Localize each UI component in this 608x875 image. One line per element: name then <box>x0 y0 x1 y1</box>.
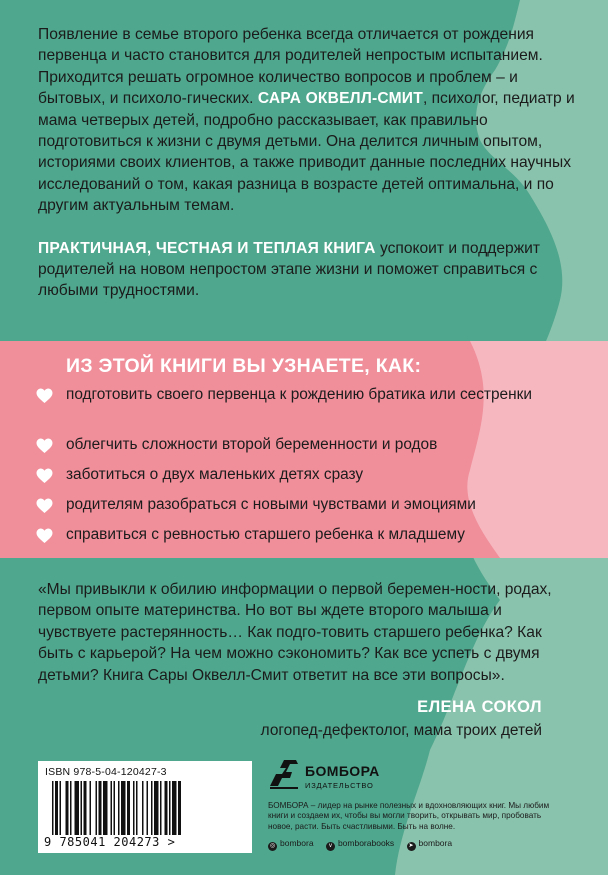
heart-icon <box>36 438 53 454</box>
barcode-box <box>38 761 252 853</box>
barcode-bar <box>103 781 108 835</box>
telegram-icon: ➤ <box>408 843 414 849</box>
publisher-subtitle: ИЗДАТЕЛЬСТВО <box>305 781 374 790</box>
heart-icon <box>36 498 53 514</box>
review-author-role: логопед-дефектолог, мама троих детей <box>260 722 542 739</box>
barcode-bar <box>75 781 80 835</box>
book-tagline: ПРАКТИЧНАЯ, ЧЕСТНАЯ И ТЕПЛАЯ КНИГА <box>38 239 376 257</box>
publisher-description: БОМБОРА – лидер на рынке полезных и вдохновляющих книг. Мы любим книги и создаем их, чтобы вы могли творить, открывать мир, пробовать новое, расти. Быть счастливыми. Быть на волне. <box>268 801 550 831</box>
list-item-text: облегчить сложности второй беременности и родов <box>66 436 438 453</box>
review-quote: «Мы привыкли к обилию информации о первой беремен-ности, родах, первом опыте материнства. Но вот вы ждете второго малыша и чувствуете растерянность… Как подго-товить старшего ребенка? Как быть с карьерой? На чем можно сэкономить? Как все успеть с двумя детьми? Книга Сары Оквелл-Смит ответит на все эти вопросы». <box>38 581 552 684</box>
social-link-telegram[interactable]: ➤ bombora <box>408 838 453 849</box>
description-paragraph-2: ПРАКТИЧНАЯ, ЧЕСТНАЯ И ТЕПЛАЯ КНИГА успокоит и поддержит родителей на новом непростом этапе жизни и поможет справиться с любыми трудностями. <box>38 239 541 300</box>
heart-icon <box>36 468 53 484</box>
publisher-logo-icon <box>268 756 300 790</box>
barcode-bar <box>147 781 149 835</box>
barcode-bar <box>81 781 83 835</box>
barcode-bar <box>154 781 159 835</box>
barcode-bar <box>142 781 144 835</box>
barcode-bar <box>66 781 69 835</box>
description-block <box>38 24 578 323</box>
social-link-instagram[interactable]: ◎ bombora <box>269 838 314 849</box>
vk-icon: v <box>326 842 335 851</box>
barcode-bar <box>60 781 62 835</box>
barcode-bar <box>127 781 130 835</box>
barcode-bar <box>96 781 98 835</box>
list-item-text: подготовить своего первенца к рождению братика или сестренки <box>66 386 532 403</box>
list-item-text: справиться с ревностью старшего ребенка к младшему <box>66 526 465 543</box>
barcode-bar <box>55 781 58 835</box>
barcode-bar <box>178 781 181 835</box>
isbn-label: ISBN 978-5-04-120427-3 <box>45 766 167 778</box>
barcode-bar <box>151 781 153 835</box>
list-item-text: родителям разобраться с новыми чувствами и эмоциями <box>66 496 476 513</box>
list-item-text: заботиться о двух маленьких детях сразу <box>66 466 364 483</box>
barcode-bar <box>136 781 138 835</box>
learn-title: ИЗ ЭТОЙ КНИГИ ВЫ УЗНАЕТЕ, КАК: <box>66 355 422 377</box>
publisher-name: БОМБОРА <box>305 763 380 779</box>
social-link-vk[interactable]: v bomborabooks <box>326 838 394 851</box>
social-links <box>268 838 462 851</box>
barcode-bar <box>99 781 102 835</box>
barcode-bar <box>84 781 87 835</box>
barcode-bar <box>160 781 162 835</box>
barcode-bar <box>165 781 168 835</box>
description-paragraph-1: Появление в семье второго ребенка всегда отличается от рождения первенца и часто становится для родителей непростым испытанием. Приходится решать огромное количество вопросов и проблем – и бытовых, и психоло-гических. САРА ОКВЕЛЛ-СМИТ, психолог, педиатр и мама четверых детей, подробно рассказывает, как правильно подготовиться к жизни с двумя детьми. Она делится личным опытом, историями своих клиентов, а также приводит данные последних научных исследований о том, какая разница в возрасте детей оптимальна, и по другим актуальным темам. <box>38 26 575 215</box>
heart-icon <box>36 528 53 544</box>
barcode-bar <box>172 781 177 835</box>
barcode-bar <box>121 781 126 835</box>
barcode-digits: 9 785041 204273 > <box>44 835 176 849</box>
barcode-bar <box>133 781 135 835</box>
barcode-icon <box>52 781 240 835</box>
barcode-bar <box>114 781 116 835</box>
barcode-bar <box>111 781 113 835</box>
barcode-bar <box>90 781 92 835</box>
barcode-bar <box>169 781 171 835</box>
instagram-icon: ◎ <box>269 843 276 849</box>
barcode-bar <box>52 781 54 835</box>
book-author-name: САРА ОКВЕЛЛ-СМИТ <box>257 90 423 108</box>
barcode-bar <box>118 781 120 835</box>
barcode-bar <box>70 781 72 835</box>
heart-icon <box>36 388 53 404</box>
review-author: ЕЛЕНА СОКОЛ <box>417 698 542 716</box>
